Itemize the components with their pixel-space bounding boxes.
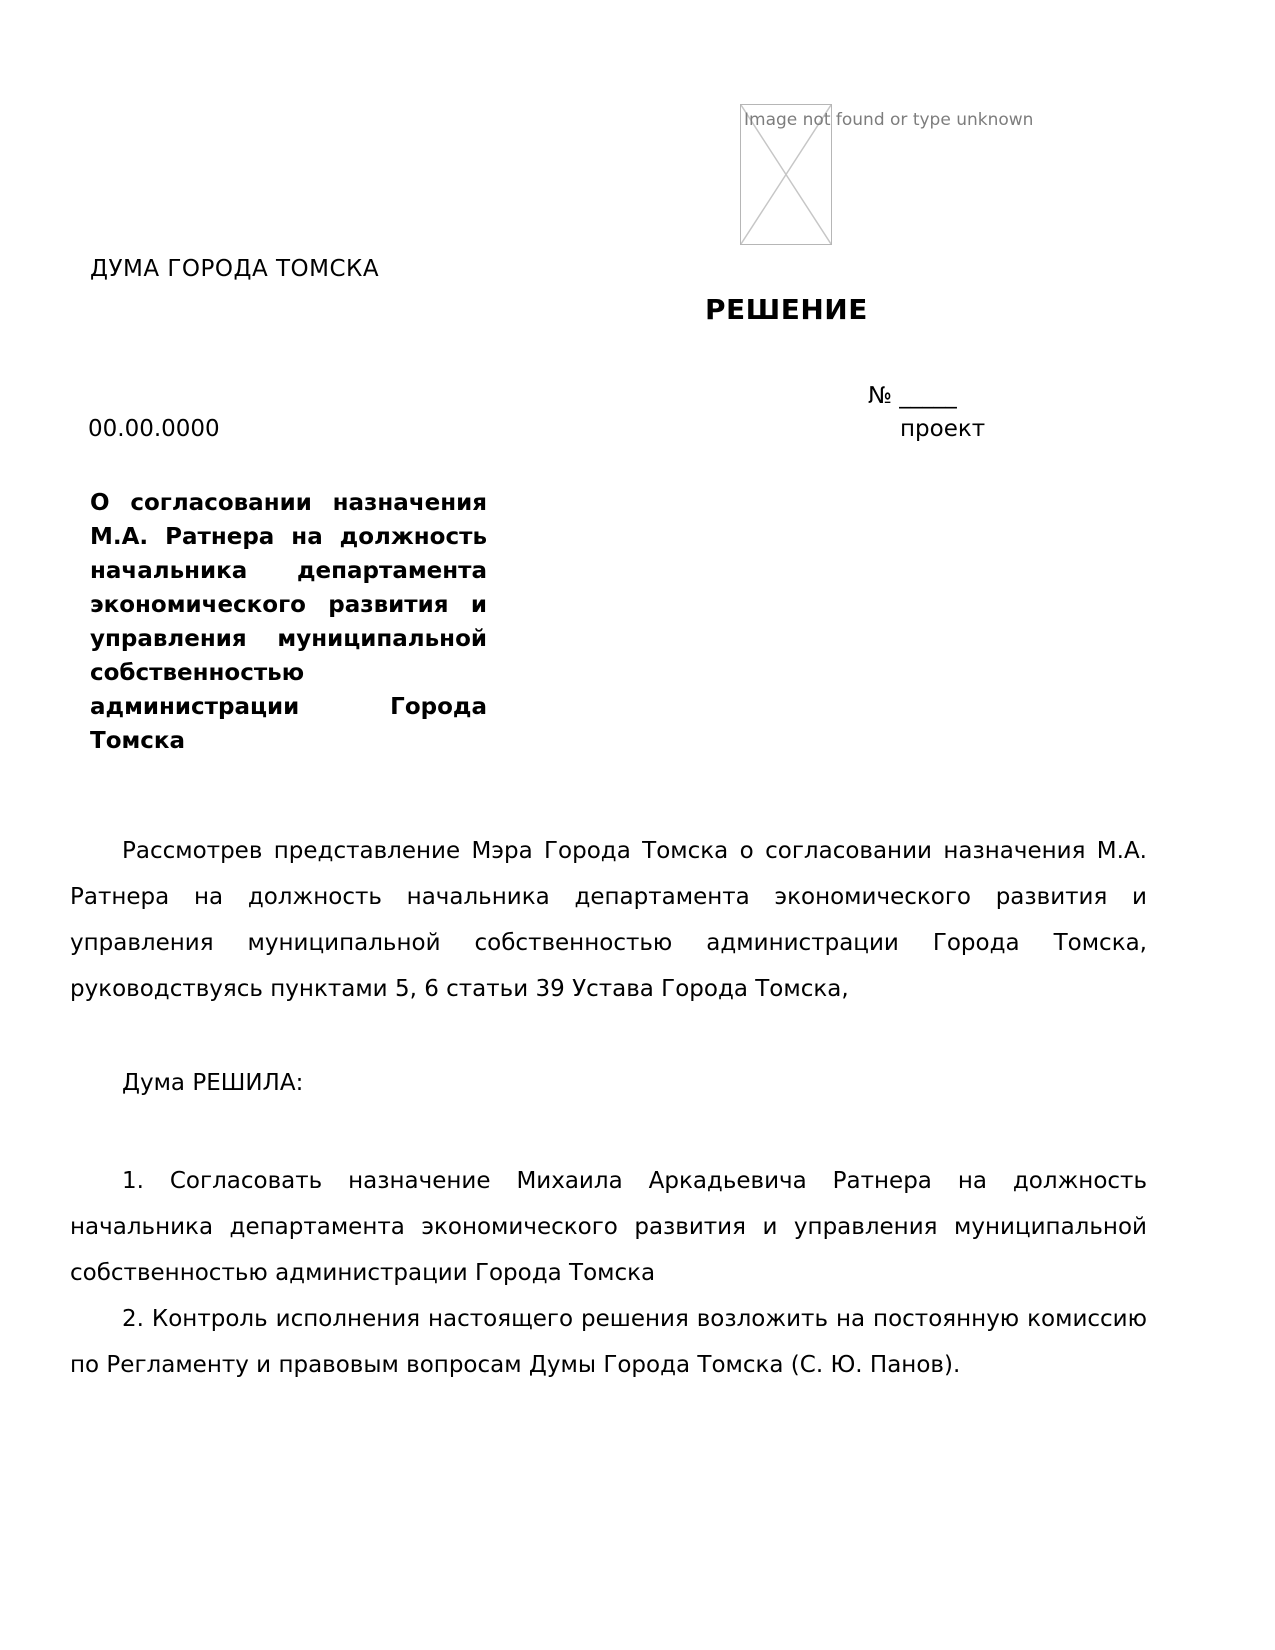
document-body xyxy=(70,828,1147,1388)
resolution-item-1: 1. Согласовать назначение Михаила Аркадьевича Ратнера на должность начальника департамента экономического развития и управления муниципальной собственностью администрации Города Томска xyxy=(70,1168,1147,1286)
organization-name: ДУМА ГОРОДА ТОМСКА xyxy=(90,256,380,282)
document-subject: О согласовании назначения М.А. Ратнера на должность начальника департамента экономического развития и управления муниципальной собственностью администрации Города Томска xyxy=(90,490,487,754)
document-date: 00.00.0000 xyxy=(88,416,220,442)
resolution-heading: Дума РЕШИЛА: xyxy=(122,1070,304,1096)
draft-label: проект xyxy=(900,416,986,442)
broken-image-alt-text: Image not found or type unknown xyxy=(744,110,1034,130)
document-title: РЕШЕНИЕ xyxy=(705,293,868,326)
resolution-item-2: 2. Контроль исполнения настоящего решения возложить на постоянную комиссию по Регламенту и правовым вопросам Думы Города Томска (С. Ю. Панов). xyxy=(70,1306,1147,1378)
document-number: № _____ xyxy=(868,383,957,409)
preamble-paragraph: Рассмотрев представление Мэра Города Томска о согласовании назначения М.А. Ратнера на должность начальника департамента экономического развития и управления муниципальной собственностью администрации Города Томска, руководствуясь пунктами 5, 6 статьи 39 Устава Города Томска, xyxy=(70,838,1147,1002)
